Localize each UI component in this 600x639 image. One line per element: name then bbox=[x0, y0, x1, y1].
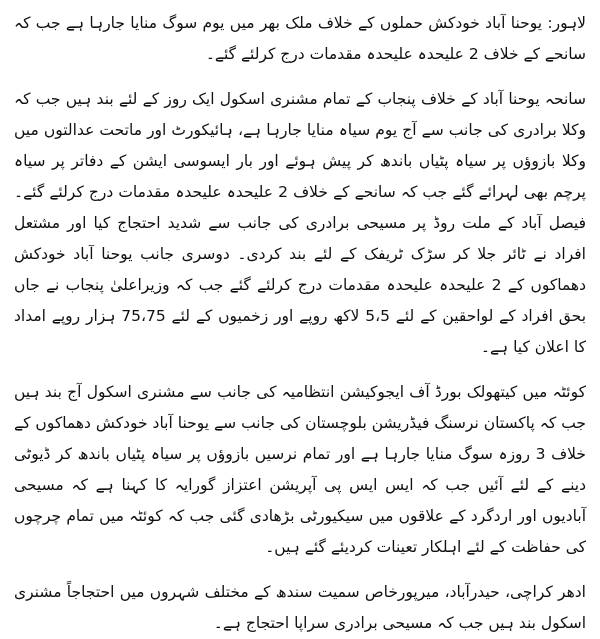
paragraph-quetta-security: کوئٹہ میں کیتھولک بورڈ آف ایجوکیشن انتظامیہ کی جانب سے مشنری اسکول آج بند ہیں جب کہ پاکستان نرسنگ فیڈریشن بلوچستان کی جانب سے یوحنا آباد خودکش دھماکوں کے خلاف 3 روزہ سوگ منایا جارہا ہے اور تمام نرسیں بازوؤں پر سیاہ پٹیاں باندھ کر ڈیوٹی دینے کے لئے آئیں جب کہ ایس ایس پی آپریشن اعتزاز گورایہ کا کہنا ہے کہ مسیحی آبادیوں اور اردگرد کے علاقوں میں سیکیورٹی بڑھادی گئی جب کہ کوئٹہ میں تمام چرچوں کی حفاظت کے لئے اہلکار تعینات کردیئے گئے ہیں۔ bbox=[14, 383, 586, 556]
paragraph-lahore-intro: لاہور: یوحنا آباد خودکش حملوں کے خلاف ملک بھر میں یوم سوگ منایا جارہا ہے جب کہ سانحے کے خلاف 2 علیحدہ علیحدہ مقدمات درج کرلئے گئے۔ bbox=[14, 14, 586, 63]
paragraph-punjab-protests: سانحہ یوحنا آباد کے خلاف پنجاب کے تمام مشنری اسکول ایک روز کے لئے بند ہیں جب کہ وکلا برادری کی جانب سے آج یوم سیاہ منایا جارہا ہے، ہائیکورٹ اور ماتحت عدالتوں میں وکلا بازوؤں پر سیاہ پٹیاں باندھ کر پیش ہوئے اور بار ایسوسی ایشن کے دفاتر پر سیاہ پرچم بھی لہرائے گئے جب کہ سانحے کے خلاف 2 علیحدہ علیحدہ مقدمات درج کرلئے گئے۔ فیصل آباد کے ملت روڈ پر مسیحی برادری کی جانب سے شدید احتجاج کیا اور مشتعل افراد نے ٹائر جلا کر سڑک ٹریفک کے لئے بند کردی۔ دوسری جانب یوحنا آباد خودکش دھماکوں کے 2 علیحدہ علیحدہ مقدمات درج کرلئے گئے جب کہ وزیراعلیٰ پنجاب نے جاں بحق افراد کے لواحقین کے لئے 5،5 لاکھ روپے اور زخمیوں کے لئے 75،75 ہزار روپے امداد کا اعلان کیا ہے۔ bbox=[14, 90, 587, 356]
paragraph-sindh-protests: ادھر کراچی، حیدرآباد، میرپورخاص سمیت سندھ کے مختلف شہروں میں احتجاجاً مشنری اسکول بند ہیں جب کہ مسیحی برادری سراپا احتجاج ہے۔ bbox=[14, 583, 586, 632]
